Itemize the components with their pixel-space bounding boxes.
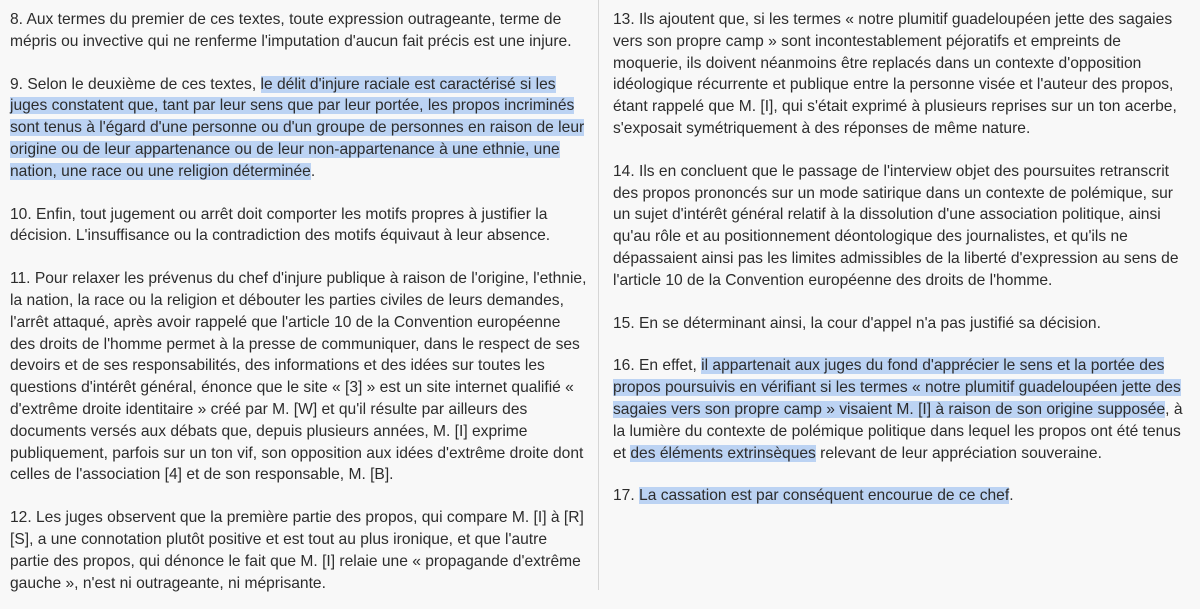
paragraph-12: 12. Les juges observent que la première partie des propos, qui compare M. [I] à [R] [S], a une connotation plutôt positive et est tout au plus ironique, et que l'autre partie des propos, qui dénonce le fait que M. [I] relaie une « propagande d'extrême gauche », n'est ni outrageante, ni méprisante.	[10, 509, 584, 592]
paragraph-9	[10, 74, 588, 183]
left-column	[10, 0, 588, 594]
paragraph-15: 15. En se déterminant ainsi, la cour d'appel n'a pas justifié sa décision.	[613, 314, 1101, 332]
highlighted-text: La cassation est par conséquent encourue de ce chef	[639, 487, 1010, 505]
column-divider	[598, 0, 599, 590]
highlighted-text: le délit d'injure raciale est caractérisé si les juges constatent que, tant par leur sens que par leur portée, les propos incriminés sont tenus à l'égard d'une personne ou d'un groupe de personnes en raison de leur origine ou de leur appartenance ou de leur non-appartenance à une ethnie, une nation, une race ou une religion déterminée	[10, 75, 585, 180]
paragraph-16-lead: 16. En effet,	[613, 357, 702, 375]
paragraph-16-tail: relevant de leur appréciation souveraine.	[815, 444, 1102, 462]
highlighted-text: il appartenait aux juges du fond d'apprécier le sens et la portée des propos poursuivis en vérifiant si les termes « notre plumitif guadeloupéen jette des sagaies vers son propre camp » visaient M. [I] à raison de son origine supposée	[613, 357, 1181, 418]
paragraph-8: 8. Aux termes du premier de ces textes, toute expression outrageante, terme de mépris ou invective qui ne renferme l'imputation d'aucun fait précis est une injure.	[10, 11, 572, 50]
paragraph-11: 11. Pour relaxer les prévenus du chef d'injure publique à raison de l'origine, l'ethnie, la nation, la race ou la religion et débouter les parties civiles de leurs demandes, l'arrêt attaqué, après avoir rappelé que l'article 10 de la Convention européenne des droits de l'homme permet à la presse de communiquer, dans le respect de ses devoirs et de ses responsabilités, des informations et des idées sur toutes les questions d'intérêt général, énonce que le site « [3] » est un site internet qualifié « d'extrême droite identitaire » créé par M. [W] et qu'il résulte par ailleurs des documents versés aux débats que, depuis plusieurs années, M. [I] exprime publiquement, parfois sur un ton vif, son opposition aux idées d'extrême droite dont celles de l'association [4] et de son responsable, M. [B].	[10, 270, 587, 484]
right-column	[613, 0, 1188, 507]
paragraph-17	[613, 485, 1188, 507]
paragraph-14: 14. Ils en concluent que le passage de l'interview objet des poursuites retranscrit des propos prononcés sur un mode satirique dans un contexte de polémique, sur un sujet d'intérêt général relatif à la dissolution d'une association politique, ainsi qu'au rôle et au positionnement déontologique des journalistes, et qu'ils ne dépassaient ainsi pas les limites admissibles de la liberté d'expression au sens de l'article 10 de la Convention européenne des droits de l'homme.	[613, 162, 1179, 289]
paragraph-16-middle: , à la lumière du contexte de polémique politique dans lequel les propos ont été tenus et	[613, 400, 1183, 462]
paragraph-13: 13. Ils ajoutent que, si les termes « notre plumitif guadeloupéen jette des sagaies vers son propre camp » sont incontestablement péjoratifs et empreints de moquerie, ils doivent néanmoins être replacés dans un contexte d'opposition idéologique récurrente et publique entre la personne visée et l'auteur des propos, étant rappelé que M. [I], qui s'était exprimé à plusieurs reprises sur un ton acerbe, s'exposait symétriquement à des réponses de même nature.	[613, 11, 1177, 137]
paragraph-16	[613, 355, 1188, 464]
paragraph-9-lead: 9. Selon le deuxième de ces textes,	[10, 75, 261, 93]
paragraph-17-lead: 17.	[613, 487, 640, 505]
highlighted-text: des éléments extrinsèques	[630, 444, 816, 462]
paragraph-17-tail: .	[1009, 487, 1014, 505]
paragraph-9-tail: .	[310, 162, 316, 180]
paragraph-10: 10. Enfin, tout jugement ou arrêt doit comporter les motifs propres à justifier la décision. L'insuffisance ou la contradiction des motifs équivaut à leur absence.	[10, 205, 551, 245]
